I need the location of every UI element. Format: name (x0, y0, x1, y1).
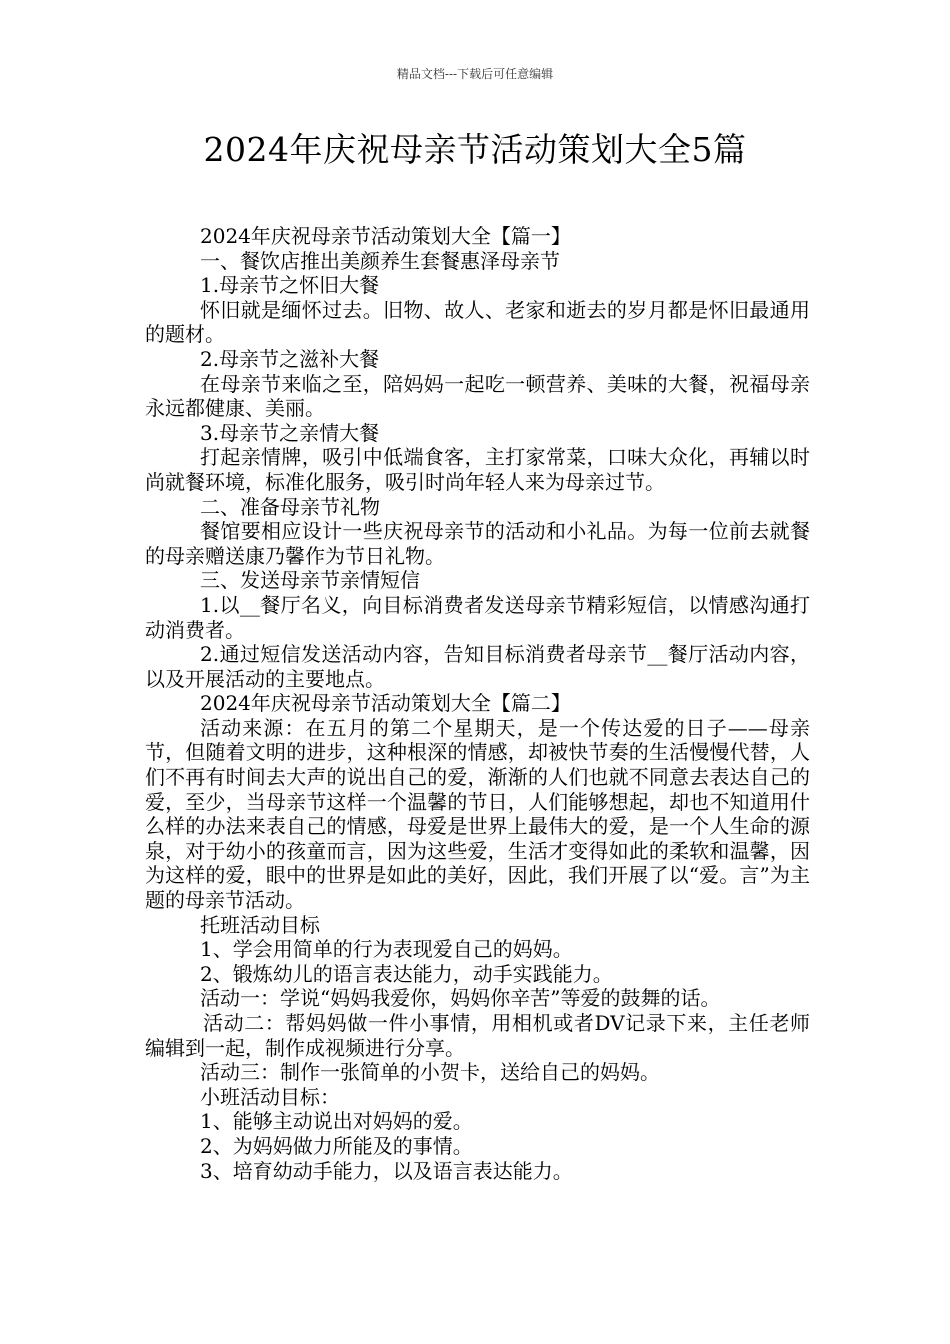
list-item: 2、锻炼幼儿的语言表达能力，动手实践能力。 (200, 961, 613, 986)
paragraph: 活动二：帮妈妈做一件小事情，用相机或者DV记录下来，主任老师编辑到一起，制作成视频进行分享。 (145, 1011, 810, 1060)
list-item: 1、学会用简单的行为表现爱自己的妈妈。 (200, 937, 573, 962)
list-item: 2、为妈妈做力所能及的事情。 (200, 1133, 473, 1158)
list-item: 1、能够主动说出对妈妈的爱。 (200, 1109, 473, 1134)
paragraph: 餐馆要相应设计一些庆祝母亲节的活动和小礼品。为每一位前去就餐的母亲赠送康乃馨作为节日礼物。 (145, 519, 810, 568)
paragraph: 活动一：学说“妈妈我爱你，妈妈你辛苦”等爱的鼓舞的话。 (200, 986, 721, 1011)
paragraph: 活动来源：在五月的第二个星期天，是一个传达爱的日子——母亲节，但随着文明的进步，这种根深的情感，却被快节奏的生活慢慢代替，人们不再有时间去大声的说出自己的爱，渐渐的人们也就不同意去表达自己的爱，至少，当母亲节这样一个温馨的节日，人们能够想起，却也不知道用什么样的办法来表自己的情感，母爱是世界上最伟大的爱，是一个人生命的源泉，对于幼小的孩童而言，因为这些爱，生活才变得如此的柔软和温馨，因为这样的爱，眼中的世界是如此的美好，因此，我们开展了以“爱。言”为主题的母亲节活动。 (145, 715, 810, 913)
subheading: 1.母亲节之怀旧大餐 (200, 273, 380, 298)
document-body (145, 224, 810, 1183)
paragraph: 打起亲情牌，吸引中低端食客，主打家常菜，口味大众化，再辅以时尚就餐环境，标准化服务，吸引时尚年轻人来为母亲过节。 (145, 445, 810, 494)
document-title: 2024年庆祝母亲节活动策划大全5篇 (203, 130, 747, 169)
subheading: 三、发送母亲节亲情短信 (200, 568, 420, 593)
paragraph: 活动三：制作一张简单的小贺卡，送给自己的妈妈。 (200, 1060, 660, 1085)
paragraph: 2.通过短信发送活动内容，告知目标消费者母亲节__餐厅活动内容，以及开展活动的主要地点。 (145, 642, 810, 691)
list-item: 3、培育幼动手能力，以及语言表达能力。 (200, 1158, 573, 1183)
section-heading: 2024年庆祝母亲节活动策划大全【篇一】 (200, 224, 571, 248)
section-heading: 2024年庆祝母亲节活动策划大全【篇二】 (200, 691, 571, 716)
paragraph: 1.以__餐厅名义，向目标消费者发送母亲节精彩短信，以情感沟通打动消费者。 (145, 592, 810, 642)
page-header: 精品文档---下载后可任意编辑 (396, 67, 554, 81)
subheading: 3.母亲节之亲情大餐 (200, 420, 380, 445)
subheading: 托班活动目标 (200, 912, 320, 937)
subheading: 一、餐饮店推出美颜养生套餐惠泽母亲节 (200, 248, 560, 273)
subheading: 小班活动目标： (200, 1084, 340, 1109)
paragraph: 怀旧就是缅怀过去。旧物、故人、老家和逝去的岁月都是怀旧最通用的题材。 (145, 297, 810, 347)
paragraph: 在母亲节来临之至，陪妈妈一起吃一顿营养、美味的大餐，祝福母亲永远都健康、美丽。 (145, 371, 810, 421)
subheading: 二、准备母亲节礼物 (200, 494, 380, 519)
subheading: 2.母亲节之滋补大餐 (200, 346, 380, 371)
